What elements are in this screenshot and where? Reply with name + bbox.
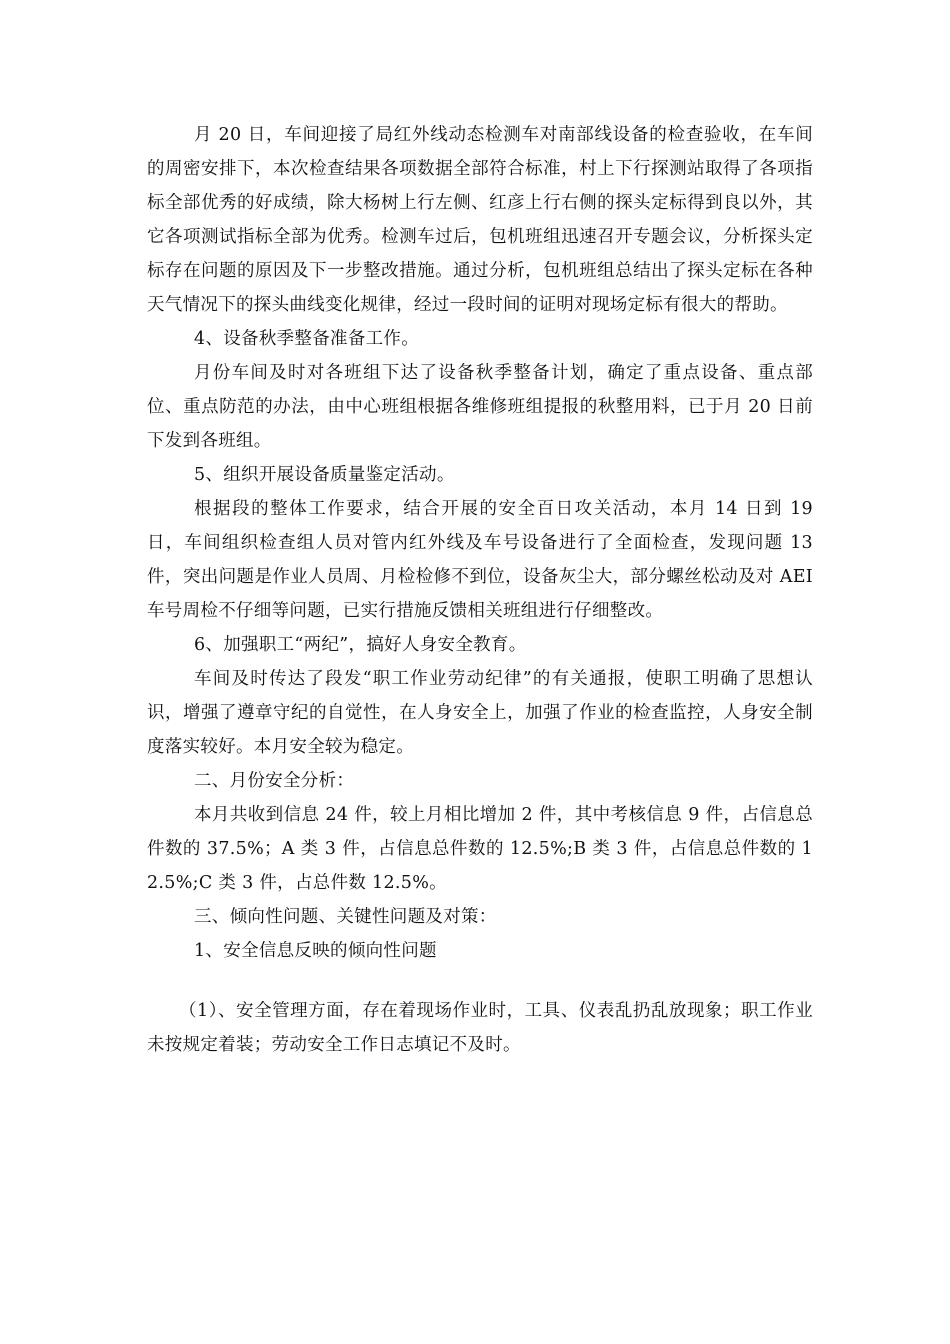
heading-discipline-education: 6、加强职工“两纪”，搞好人身安全教育。 (194, 635, 527, 655)
document-page (147, 118, 813, 1062)
paragraph-safety-management: （1）、安全管理方面，存在着现场作业时，工具、仪表乱扔乱放现象；职工作业未按规定着装；劳动安全工作日志填记不及时。 (147, 1001, 813, 1055)
paragraph-spacer (147, 968, 813, 994)
paragraph-autumn-plan: 月份车间及时对各班组下达了设备秋季整备计划，确定了重点设备、重点部位、重点防范的办法，由中心班组根据各维修班组提报的秋整用料，已于月 20 日前下发到各班组。 (147, 363, 813, 451)
paragraph-quality-inspection: 根据段的整体工作要求，结合开展的安全百日攻关活动，本月 14 日到 19 日，车间组织检查组人员对管内红外线及车号设备进行了全面检查，发现问题 13 件，突出问题是作业人员周、月检检修不到位，设备灰尘大，部分螺丝松动及对 AEI 车号周检不仔细等问题，已实行措施反馈相关班组进行仔细整改。 (147, 499, 813, 621)
heading-autumn-preparation: 4、设备秋季整备准备工作。 (194, 329, 420, 349)
heading-safety-info-tendency: 1、安全信息反映的倾向性问题 (194, 941, 437, 961)
heading-safety-analysis: 二、月份安全分析： (194, 771, 355, 791)
heading-tendency-issues: 三、倾向性问题、关键性问题及对策： (194, 907, 497, 927)
paragraph-discipline: 车间及时传达了段发“职工作业劳动纪律”的有关通报，使职工明确了思想认识，增强了遵章守纪的自觉性，在人身安全上，加强了作业的检查监控，人身安全制度落实较好。本月安全较为稳定。 (147, 669, 813, 757)
paragraph-safety-statistics: 本月共收到信息 24 件，较上月相比增加 2 件，其中考核信息 9 件，占信息总件数的 37.5%；A 类 3 件，占信息总件数的 12.5%;B 类 3 件，占信息总件数的 12.5%;C 类 3 件，占总件数 12.5%。 (147, 805, 813, 893)
heading-quality-appraisal: 5、组织开展设备质量鉴定活动。 (194, 465, 455, 485)
paragraph-inspection-result: 月 20 日，车间迎接了局红外线动态检测车对南部线设备的检查验收，在车间的周密安排下，本次检查结果各项数据全部符合标准，村上下行探测站取得了各项指标全部优秀的好成绩，除大杨树上行左侧、红彦上行右侧的探头定标得到良以外，其它各项测试指标全部为优秀。检测车过后，包机班组迅速召开专题会议，分析探头定标存在问题的原因及下一步整改措施。通过分析，包机班组总结出了探头定标在各种天气情况下的探头曲线变化规律，经过一段时间的证明对现场定标有很大的帮助。 (147, 125, 813, 315)
